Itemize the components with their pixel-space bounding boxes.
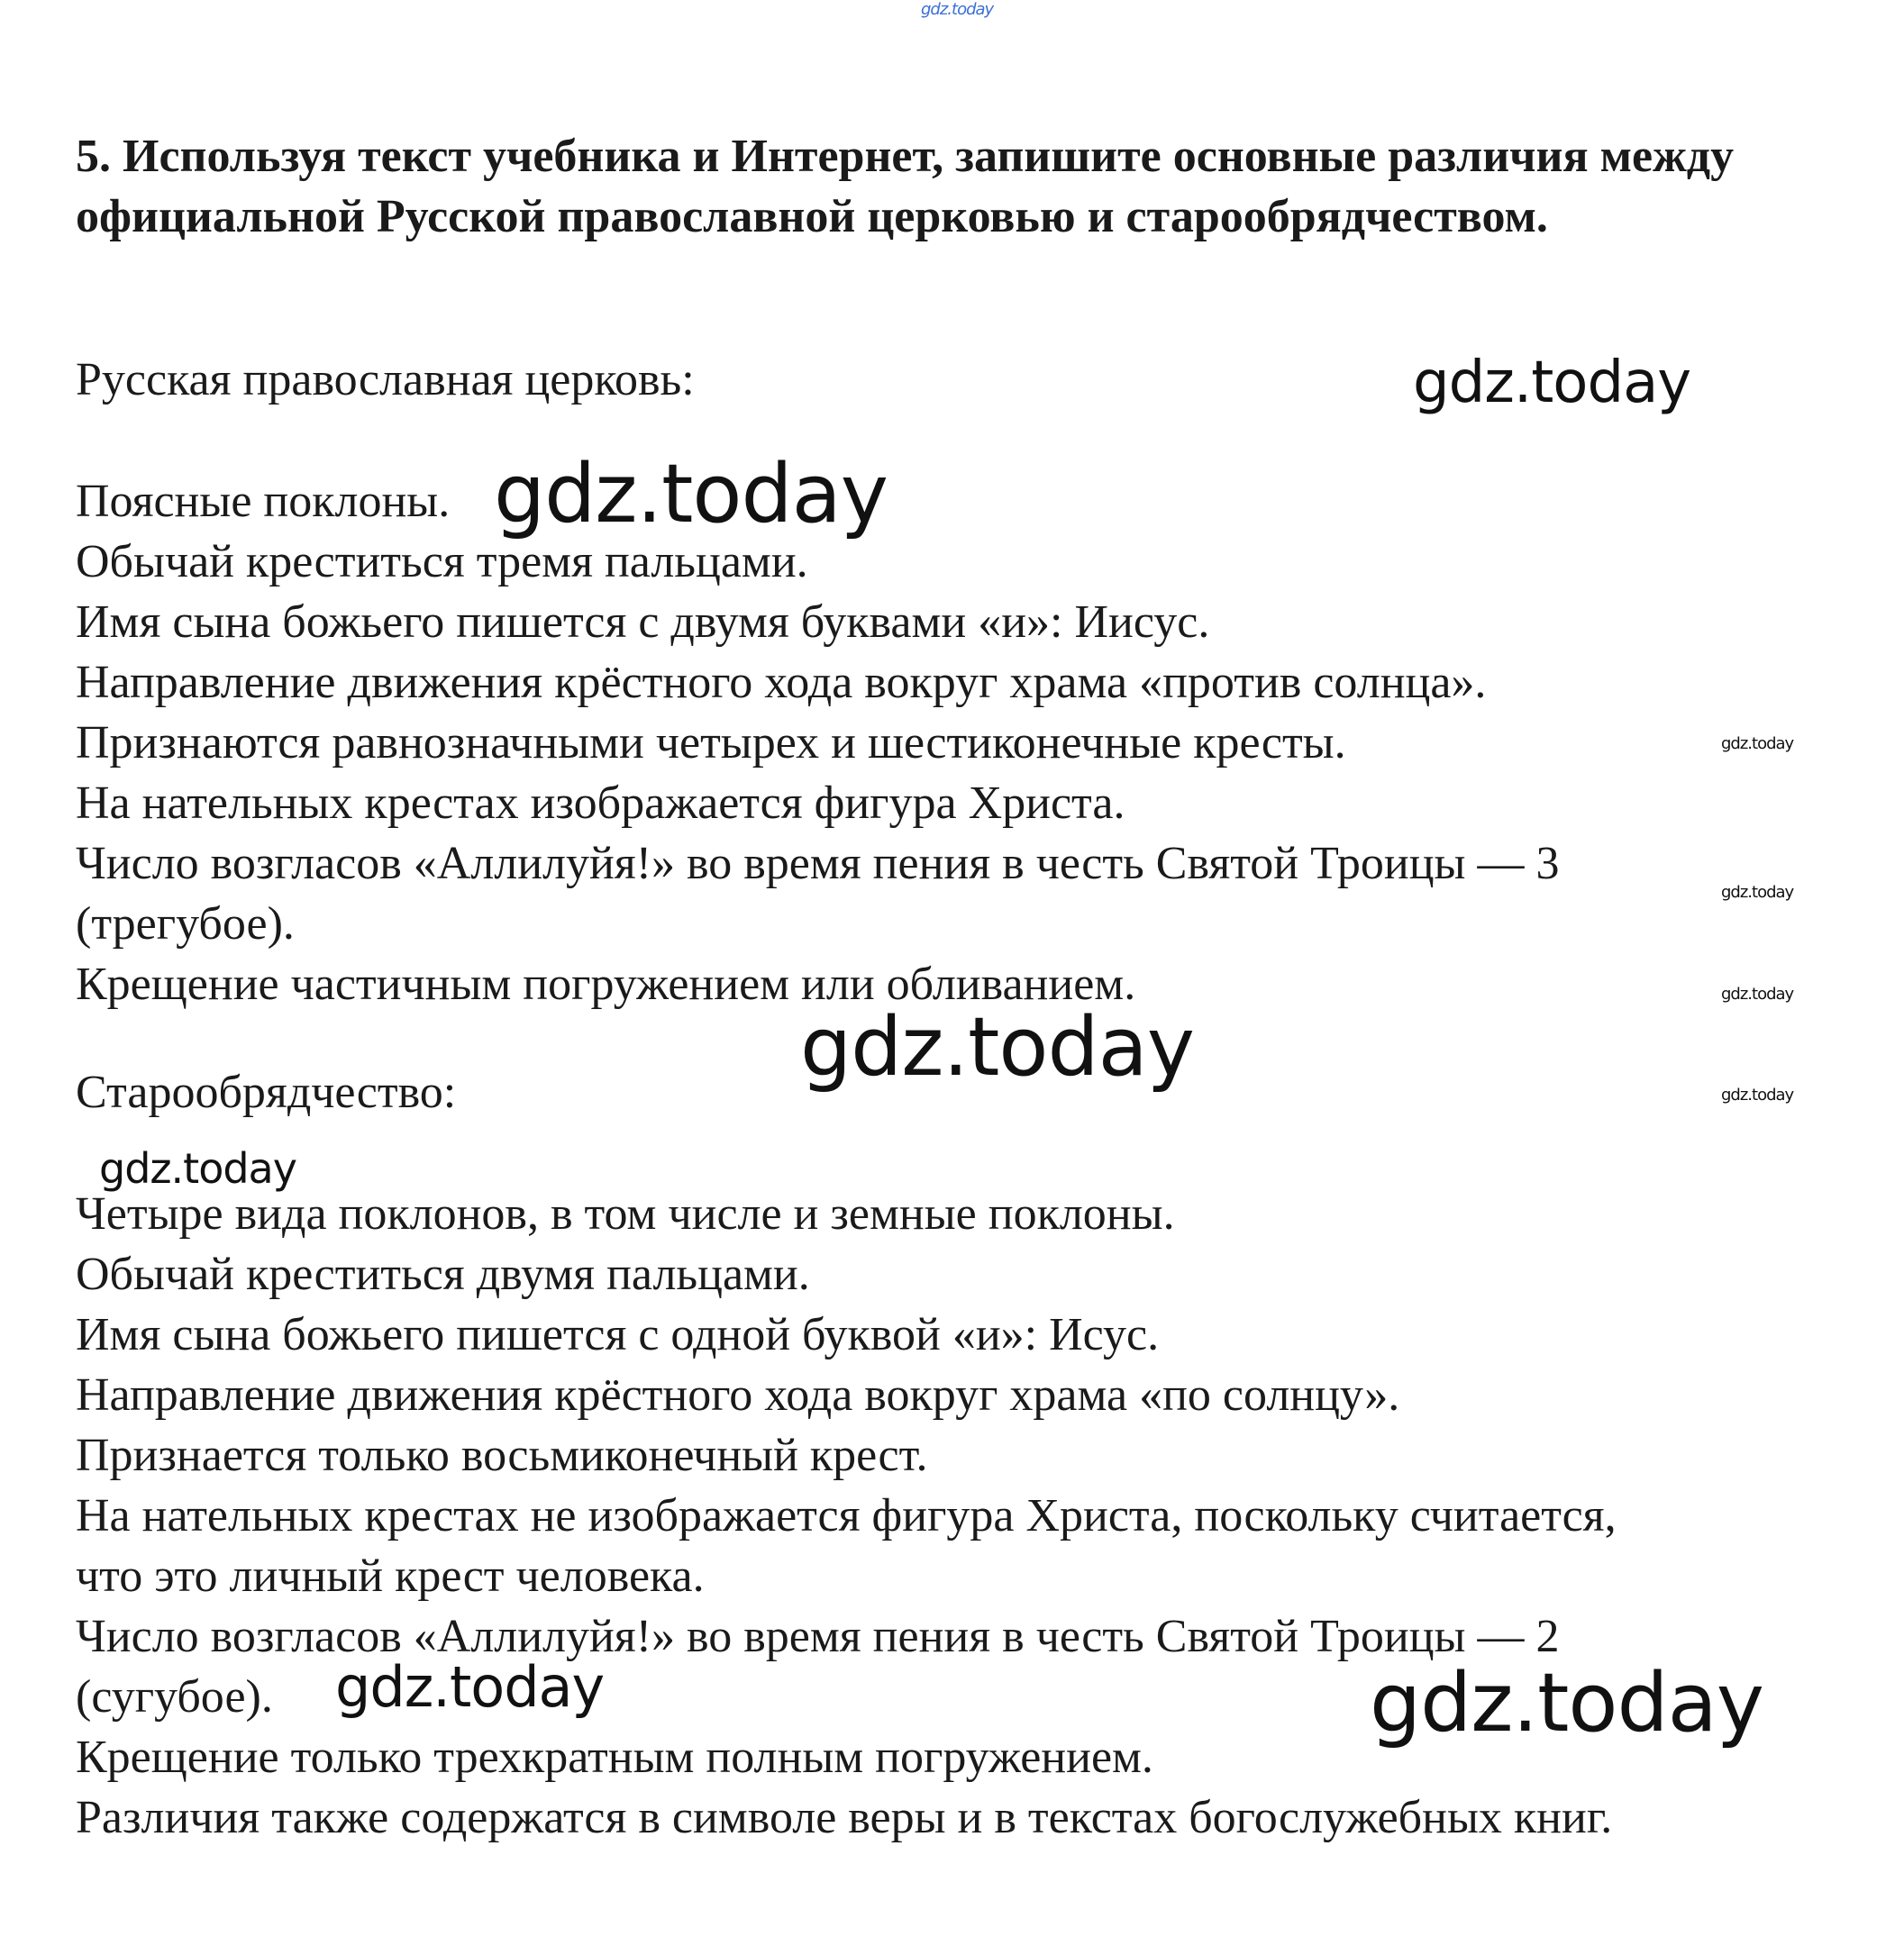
watermark: gdz.today: [494, 447, 888, 541]
orthodox-line: Обычай креститься тремя пальцами.: [76, 536, 808, 587]
watermark: gdz.today: [1721, 985, 1794, 1004]
orthodox-line: Число возгласов «Аллилуйя!» во время пения в честь Святой Троицы — 3: [76, 838, 1560, 889]
orthodox-line: Поясные поклоны.: [76, 476, 451, 527]
oldbelievers-line: Имя сына божьего пишется с одной буквой «и»: Исус.: [76, 1309, 1160, 1360]
watermark: gdz.today: [1721, 734, 1794, 753]
oldbelievers-line: Направление движения крёстного хода вокруг храма «по солнцу».: [76, 1369, 1400, 1421]
oldbelievers-line: На нательных крестах не изображается фигура Христа, поскольку считается,: [76, 1490, 1617, 1541]
oldbelievers-line: Различия также содержатся в символе веры и в текстах богослужебных книг.: [76, 1792, 1613, 1843]
orthodox-section-label: Русская православная церковь:: [76, 354, 695, 405]
orthodox-line: Крещение частичным погружением или обливанием.: [76, 959, 1136, 1010]
task-heading: 5. Используя текст учебника и Интернет, запишите основные различия между официальной Русской православной церковью и старообрядчеством.: [76, 131, 1735, 242]
oldbelievers-section-label: Старообрядчество:: [76, 1067, 457, 1118]
watermark: gdz.today: [1370, 1656, 1764, 1750]
oldbelievers-line: что это личный крест человека.: [76, 1550, 705, 1602]
oldbelievers-line: Число возгласов «Аллилуйя!» во время пения в честь Святой Троицы — 2: [76, 1611, 1560, 1662]
oldbelievers-line: Признается только восьмиконечный крест.: [76, 1430, 928, 1481]
oldbelievers-line: Четыре вида поклонов, в том числе и земные поклоны.: [76, 1188, 1175, 1240]
orthodox-line: Имя сына божьего пишется с двумя буквами «и»: Иисус.: [76, 596, 1210, 648]
watermark: gdz.today: [99, 1144, 296, 1193]
oldbelievers-line: Обычай креститься двумя пальцами.: [76, 1249, 810, 1300]
watermark: gdz.today: [335, 1654, 605, 1720]
watermark: gdz.today: [1721, 883, 1794, 902]
orthodox-line: Направление движения крёстного хода вокруг храма «против солнца».: [76, 657, 1487, 708]
watermark: gdz.today: [1413, 350, 1691, 416]
orthodox-line: На нательных крестах изображается фигура Христа.: [76, 777, 1125, 829]
watermark-top: gdz.today: [921, 0, 994, 19]
oldbelievers-line: Крещение только трехкратным полным погружением.: [76, 1732, 1153, 1783]
oldbelievers-line: (сугубое).: [76, 1671, 273, 1723]
watermark: gdz.today: [1721, 1086, 1794, 1105]
orthodox-line: (трегубое).: [76, 898, 295, 950]
orthodox-line: Признаются равнозначными четырех и шестиконечные кресты.: [76, 717, 1346, 768]
watermark: gdz.today: [800, 1000, 1195, 1095]
